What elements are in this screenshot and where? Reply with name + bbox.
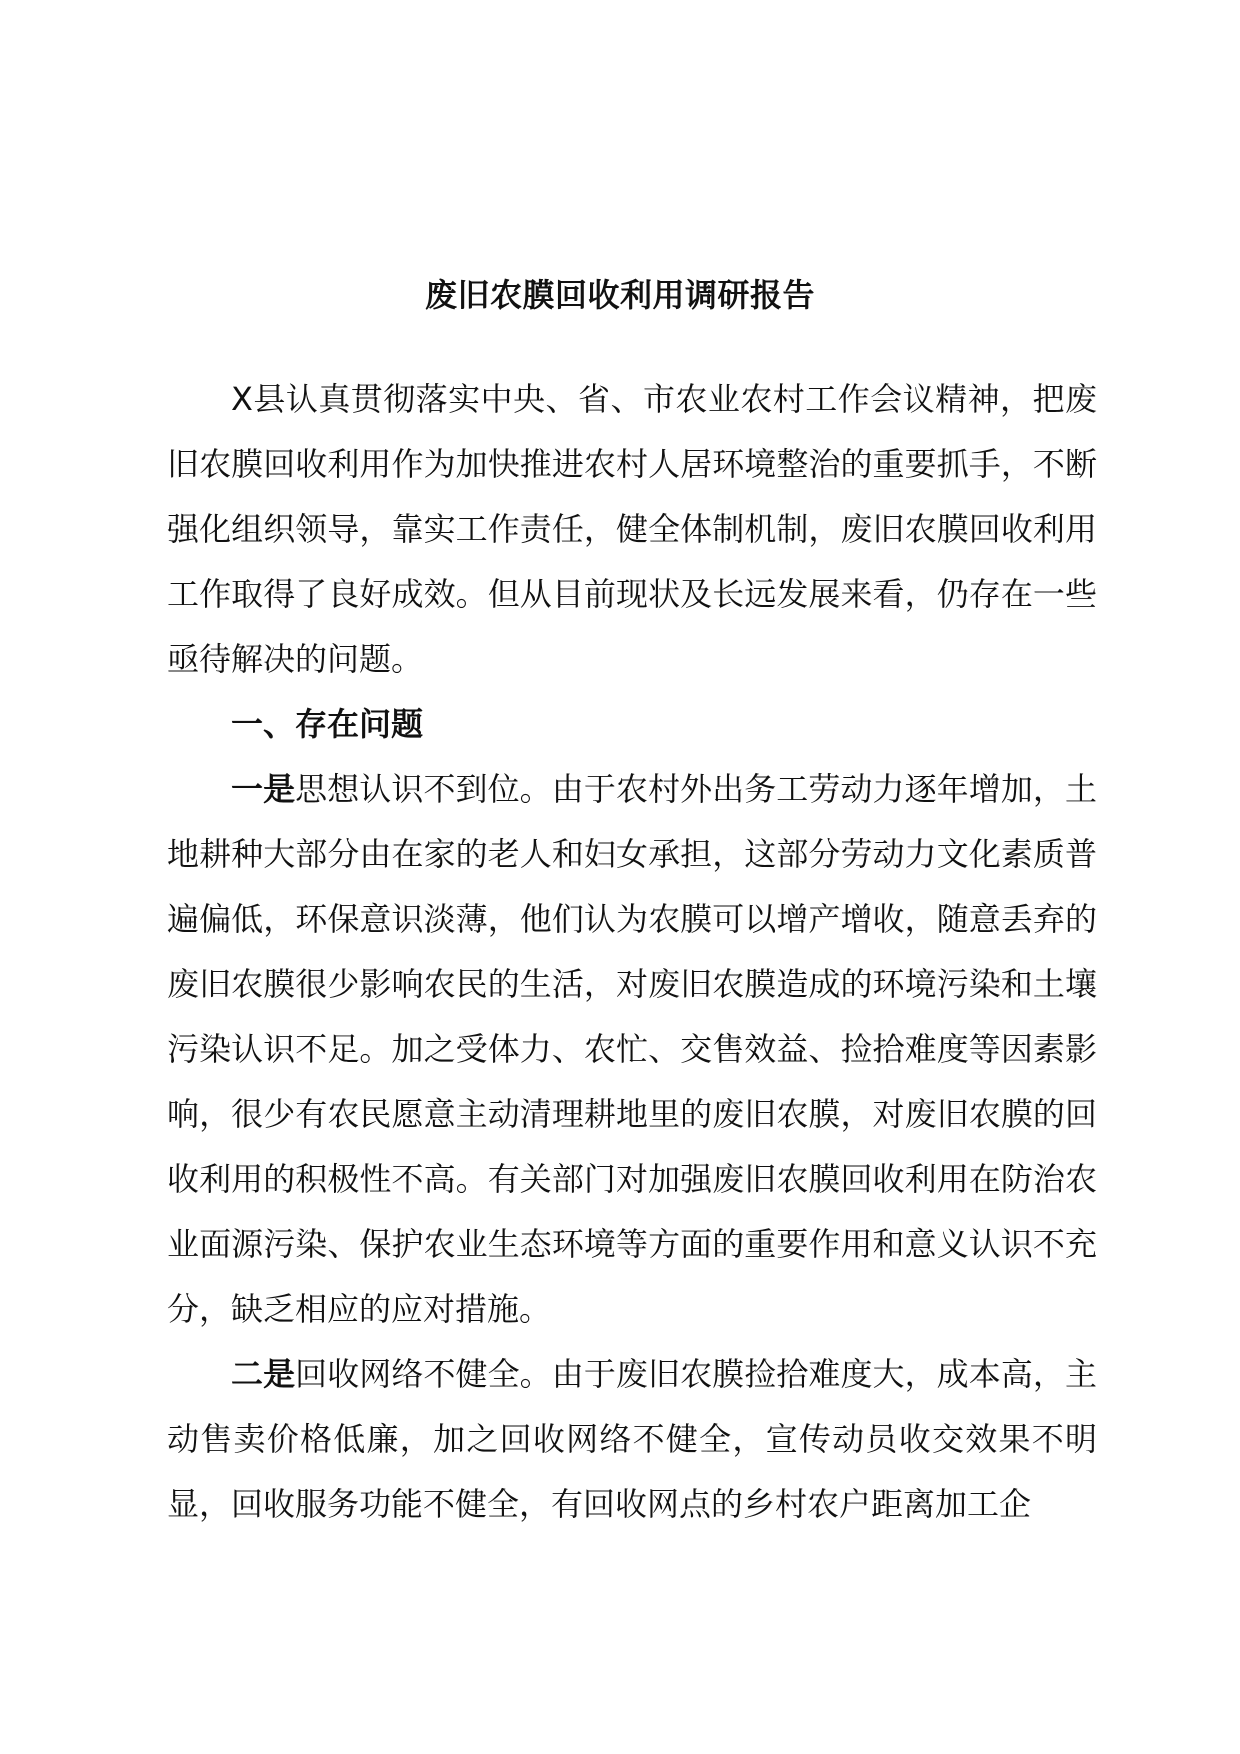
intro-paragraph: X县认真贯彻落实中央、省、市农业农村工作会议精神，把废旧农膜回收利用作为加快推进农村人居环境整治的重要抓手，不断强化组织领导，靠实工作责任，健全体制机制，废旧农膜回收利用工作取得了良好成效。但从目前现状及长远发展来看，仍存在一些亟待解决的问题。 [167,380,1097,678]
point-two-text: 回收网络不健全。由于废旧农膜捡拾难度大，成本高，主动售卖价格低廉，加之回收网络不健全，宣传动员收交效果不明显，回收服务功能不健全，有回收网点的乡村农户距离加工企 [167,1355,1097,1523]
section-heading-problems: 一、存在问题 [231,705,424,743]
document-title: 废旧农膜回收利用调研报告 [424,276,815,314]
point-two-paragraph [167,1342,1097,1537]
point-one-paragraph [167,757,1097,1342]
point-two-lead: 二是 [231,1355,296,1393]
point-one-text: 思想认识不到位。由于农村外出务工劳动力逐年增加，土地耕种大部分由在家的老人和妇女承担，这部分劳动力文化素质普遍偏低，环保意识淡薄，他们认为农膜可以增产增收，随意丢弃的废旧农膜很少影响农民的生活，对废旧农膜造成的环境污染和土壤污染认识不足。加之受体力、农忙、交售效益、捡拾难度等因素影响，很少有农民愿意主动清理耕地里的废旧农膜，对废旧农膜的回收利用的积极性不高。有关部门对加强废旧农膜回收利用在防治农业面源污染、保护农业生态环境等方面的重要作用和意义认识不充分，缺乏相应的应对措施。 [167,770,1097,1328]
point-one-lead: 一是 [231,770,296,808]
document-body [167,367,1097,1537]
